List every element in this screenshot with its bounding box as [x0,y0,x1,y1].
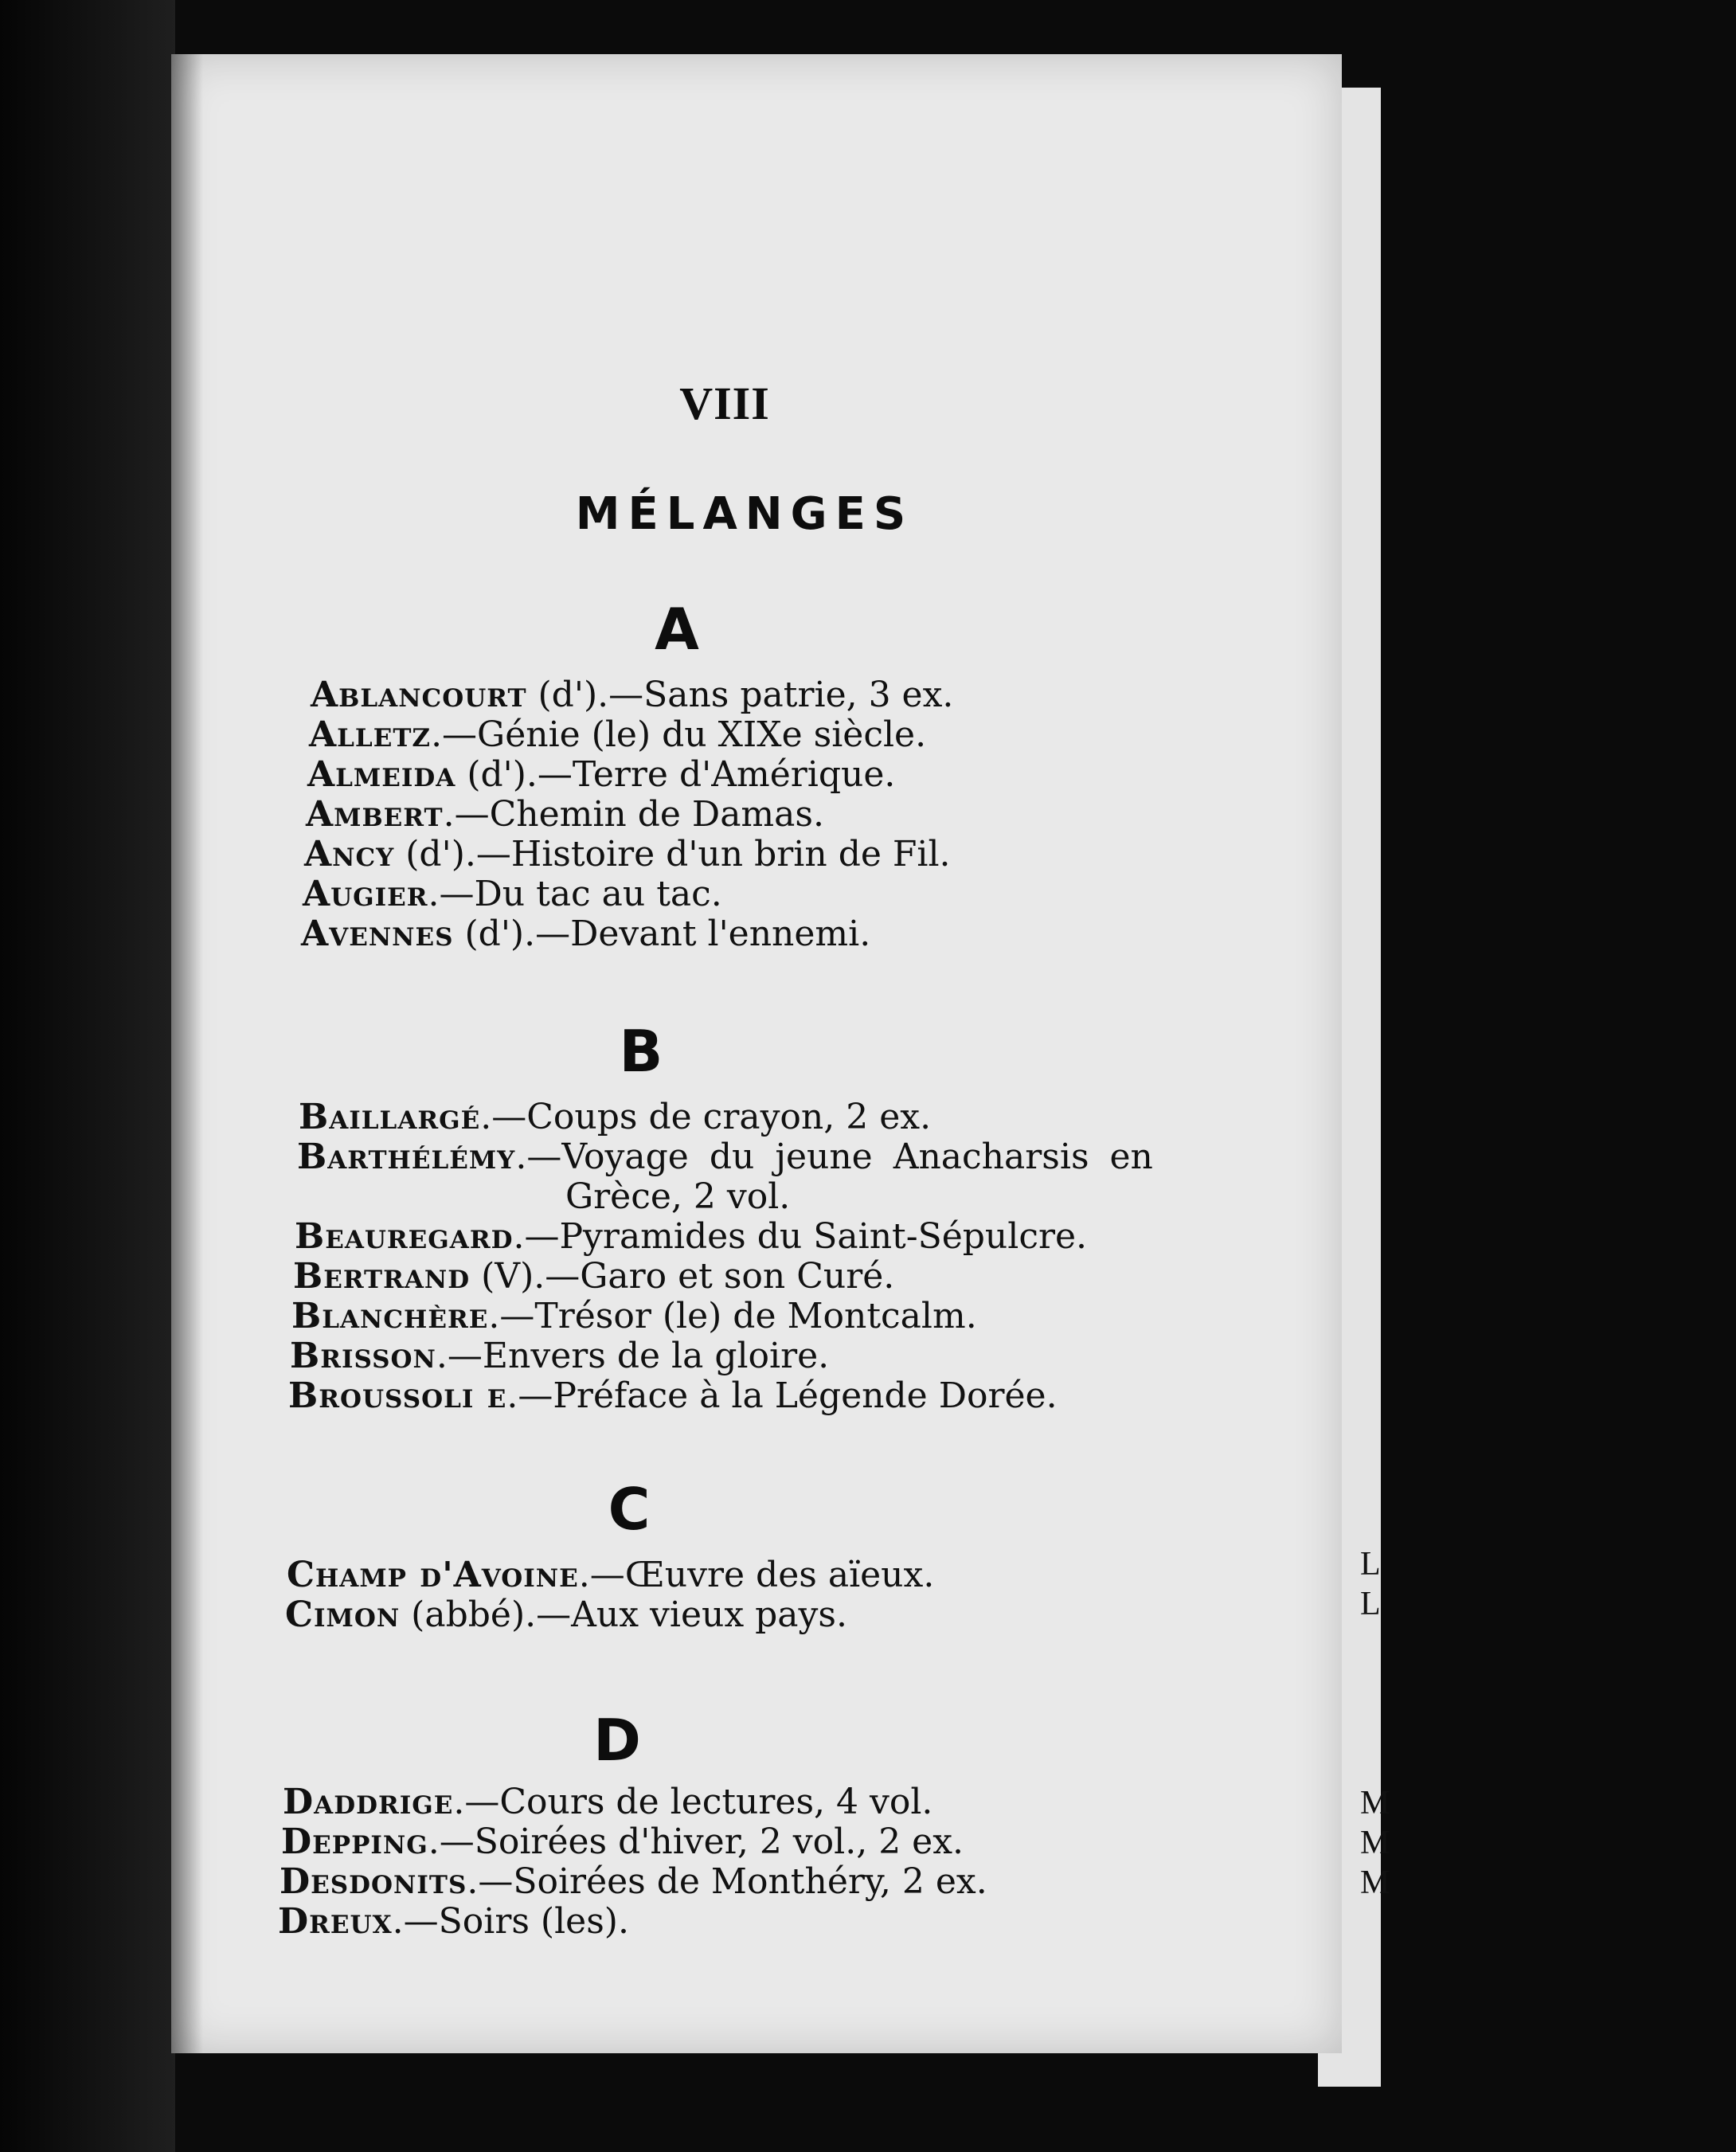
entry [285,1595,1456,1635]
entries-d [171,1782,1342,1942]
entry-title: (d').—Histoire d'un brin de Fil. [394,834,951,874]
entry-title: .—Chemin de Damas. [443,794,824,835]
entry-title: .—Voyage du jeune Anacharsis en [515,1137,1153,1177]
entry-author: Baillargé [299,1097,481,1137]
entry-author: Barthélémy [297,1137,516,1177]
entry [304,835,1475,874]
next-page-letter: M [1360,1785,1390,1821]
next-page-letter: L [1360,1546,1381,1583]
entry-title: (d').—Sans patrie, 3 ex. [526,675,954,715]
book-page [171,54,1342,2053]
entry-author: Beauregard [295,1216,514,1257]
entry-title: .—Du tac au tac. [428,874,722,914]
entry-continuation: Grèce, 2 vol. [565,1176,791,1217]
letter-heading-c: C [608,1476,651,1543]
entry-title: .—Coups de crayon, 2 ex. [480,1097,932,1137]
entries-c [171,1555,1342,1635]
entry-author: Ablancourt [311,675,527,715]
entry-author: Daddrige [283,1782,454,1822]
letter-heading-d: D [593,1707,641,1774]
entry-title: (d').—Devant l'ennemi. [453,914,871,954]
next-page-letter: M [1360,1825,1390,1861]
entry-author: Cimon [285,1594,401,1635]
entry [303,874,1473,914]
entries-a [171,675,1342,954]
letter-heading-a: A [655,596,699,663]
entry-author: Broussoli e [288,1375,507,1416]
entry-author: Desdonits [280,1861,467,1902]
entry [280,1862,1450,1902]
entry [281,1822,1452,1862]
entry-title: .—Soirées d'hiver, 2 vol., 2 ex. [428,1821,964,1862]
section-number: VIII [679,378,770,429]
entry-author: Champ d'Avoine [287,1555,579,1595]
entry [307,755,1478,795]
entry-title: .—Soirées de Monthéry, 2 ex. [467,1861,987,1902]
entry-title: (d').—Terre d'Amérique. [456,754,896,795]
entry-author: Almeida [307,754,456,795]
next-page-letter: M [1360,1864,1390,1901]
entry-author: Ambert [306,794,444,835]
entry [290,1336,1460,1376]
entry [288,1376,1459,1416]
entry [309,715,1480,755]
next-page-letter: L [1360,1586,1381,1622]
entry-author: Dreux [278,1901,393,1942]
entry [278,1902,1449,1942]
entry-author: Depping [281,1821,428,1862]
entry-author: Alletz [309,714,432,755]
entry-title: .—Pyramides du Saint-Sépulcre. [513,1216,1088,1257]
entry [293,1257,1464,1297]
entry-title: (abbé).—Aux vieux pays. [400,1594,847,1635]
entry-author: Augier [303,874,428,914]
entry-title: (V).—Garo et son Curé. [470,1256,895,1297]
entry-title: .—Œuvre des aïeux. [578,1555,935,1595]
entry [297,1137,1468,1177]
entry [301,914,1472,954]
entry-title: .—Soirs (les). [392,1901,629,1942]
entry-author: Brisson [290,1336,436,1376]
entry [291,1297,1462,1336]
entry-author: Blanchère [291,1296,489,1336]
entry-author: Bertrand [293,1256,471,1297]
entry [299,1098,1469,1137]
entry [287,1555,1457,1595]
entry-title: .—Cours de lectures, 4 vol. [453,1782,933,1822]
entry-author: Ancy [304,834,395,874]
entries-b [171,1098,1342,1416]
entry [295,1217,1465,1257]
entry-title: .—Génie (le) du XIXe siècle. [431,714,927,755]
entry-author: Avennes [301,914,454,954]
entry [283,1782,1453,1822]
entry [306,795,1476,835]
section-title: MÉLANGES [575,488,914,540]
entry-title: .—Envers de la gloire. [436,1336,830,1376]
entry-title: .—Préface à la Légende Dorée. [506,1375,1058,1416]
entry [311,675,1481,715]
letter-heading-b: B [619,1018,663,1085]
entry-title: .—Trésor (le) de Montcalm. [488,1296,977,1336]
